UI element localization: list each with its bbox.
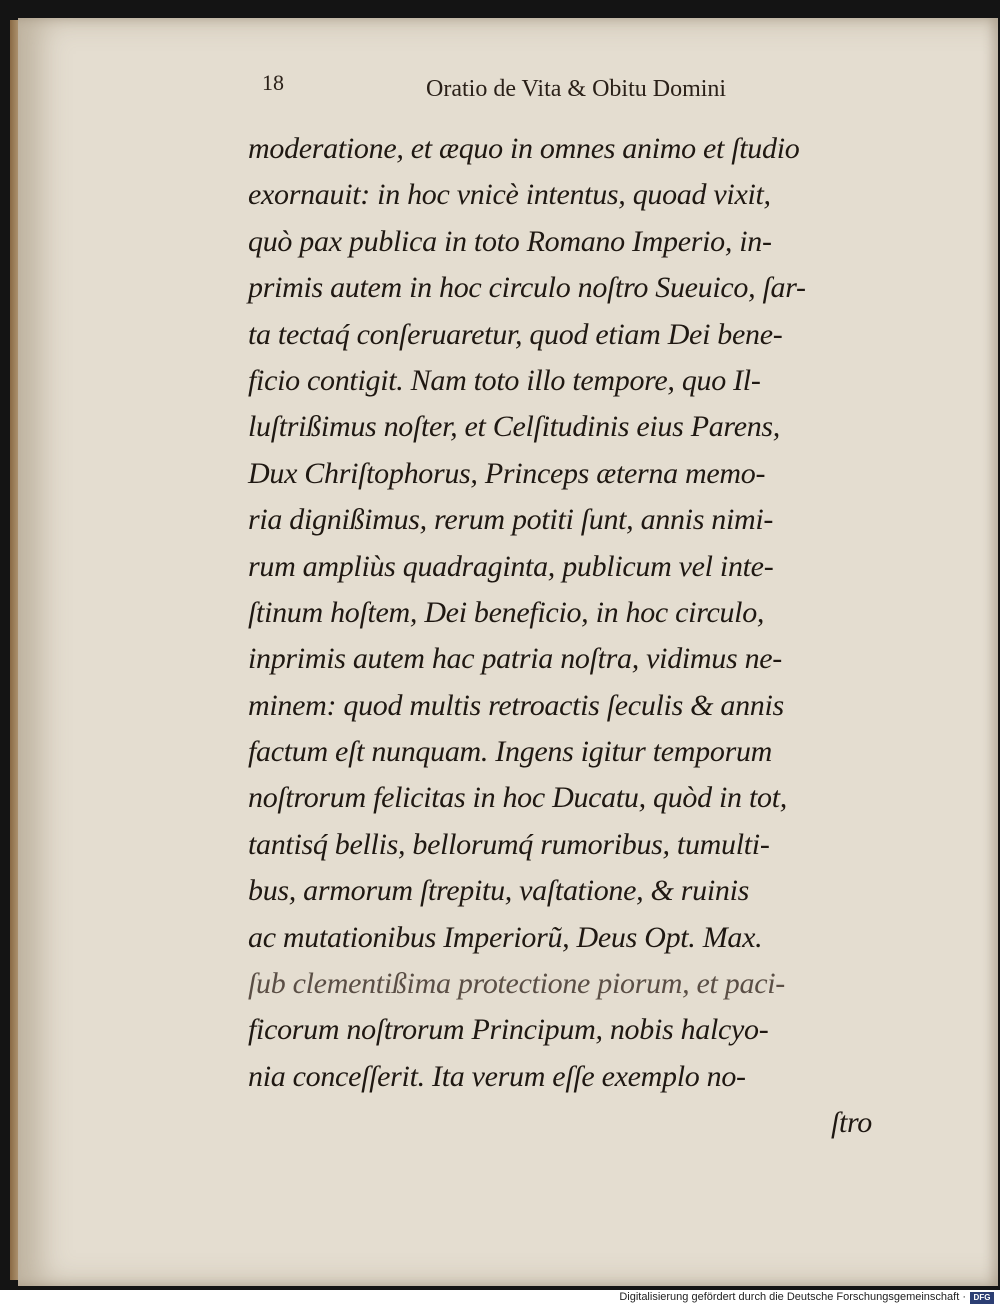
text-line: primis autem in hoc circulo noſtro Sueuico, ſar-: [248, 271, 806, 305]
running-head: [262, 70, 762, 110]
text-line: factum eſt nunquam. Ingens igitur temporum: [248, 735, 773, 769]
text-line: luſtrißimus noſter, et Celſitudinis eius Parens,: [248, 410, 780, 444]
catchword: ſtro: [830, 1106, 872, 1140]
text-line: ſub clementißima protectione piorum, et paci-: [248, 967, 785, 1001]
folio-number: 18: [262, 70, 284, 95]
text-line: moderatione, et æquo in omnes animo et ſtudio: [248, 132, 800, 165]
dfg-logo-icon: DFG: [970, 1292, 994, 1304]
text-line: exornauit: in hoc vnicè intentus, quoad vixit,: [248, 178, 771, 212]
text-line: ac mutationibus Imperiorũ, Deus Opt. Max.: [248, 920, 763, 954]
text-line: minem: quod multis retroactis ſeculis & annis: [248, 688, 784, 722]
text-line: inprimis autem hac patria noſtra, vidimus ne-: [248, 642, 782, 676]
text-line: quò pax publica in toto Romano Imperio, in-: [248, 224, 772, 258]
body-text: [248, 126, 908, 1147]
text-line: ficorum noſtrorum Principum, nobis halcyo-: [248, 1013, 769, 1047]
footer-bar: [0, 1290, 1000, 1307]
text-line: Dux Chriſtophorus, Princeps æterna memo-: [248, 456, 766, 490]
text-line: bus, armorum ſtrepitu, vaſtatione, & ruinis: [248, 874, 749, 908]
text-line: tantisq́ bellis, bellorumq́ rumoribus, tumulti-: [248, 827, 770, 861]
text-line: nia conceſſerit. Ita verum eſſe exemplo no-: [248, 1059, 746, 1093]
text-line: noſtrorum felicitas in hoc Ducatu, quòd in tot,: [248, 781, 787, 815]
text-line: ta tectaq́ conſeruaretur, quod etiam Dei bene-: [248, 317, 783, 351]
text-line: ficio contigit. Nam toto illo tempore, quo Il-: [248, 363, 761, 397]
text-line: rum ampliùs quadraginta, publicum vel inte-: [248, 549, 774, 583]
text-line: ria dignißimus, rerum potiti ſunt, annis nimi-: [248, 503, 774, 537]
funding-notice: Digitalisierung gefördert durch die Deutsche Forschungsgemeinschaft ·: [619, 1291, 966, 1303]
text-line: ſtinum hoſtem, Dei beneficio, in hoc circulo,: [248, 595, 765, 629]
running-head-title: Oratio de Vita & Obitu Domini: [426, 76, 727, 102]
